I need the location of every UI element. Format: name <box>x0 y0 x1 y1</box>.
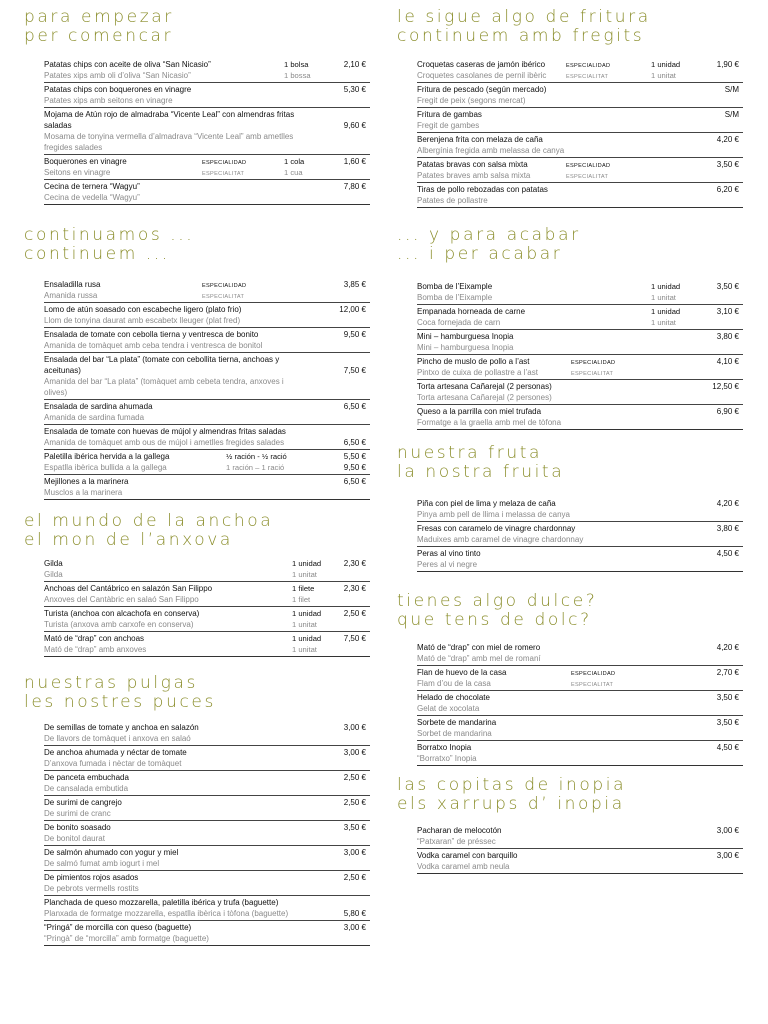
dish-name-ca: Espatlla ibèrica bullida a la gallega <box>44 463 167 472</box>
dish-name-es: Fresas con caramelo de vinagre chardonnay <box>417 524 576 533</box>
price: 7,50 € <box>343 366 366 375</box>
section-heading <box>397 592 597 630</box>
price: 1,90 € <box>716 60 739 69</box>
price: 4,20 € <box>716 499 739 508</box>
menu-item <box>417 497 743 522</box>
specialty-badge-es: ESPECIALIDAD <box>202 283 247 289</box>
specialty-badge-ca: ESPECIALITAT <box>571 371 614 377</box>
dish-name-es: Croquetas caseras de jamón ibérico <box>417 60 546 69</box>
section-title-ca: continuem amb fregits <box>397 26 645 46</box>
menu-item <box>44 921 370 946</box>
price: 6,50 € <box>343 402 366 411</box>
specialty-badge-es: ESPECIALIDAD <box>202 160 247 166</box>
price: 5,30 € <box>343 85 366 94</box>
specialty-badge-ca: ESPECIALITAT <box>202 171 245 177</box>
dish-name-es: Peras al vino tinto <box>417 549 481 558</box>
price: 3,80 € <box>716 524 739 533</box>
menu-item <box>417 849 743 874</box>
dish-name-es: Helado de chocolate <box>417 693 490 702</box>
menu-item <box>44 303 370 328</box>
menu-item <box>44 746 370 771</box>
menu-item <box>44 846 370 871</box>
section-title-ca: per comencar <box>24 26 174 46</box>
dish-name-es: Turista (anchoa con alcachofa en conserva) <box>44 609 200 618</box>
price-full-portion: 9,50 € <box>343 463 366 472</box>
dish-name-ca: Llom de tonyina daurat amb escabetx lleuger (plat fred) <box>44 316 241 325</box>
dish-name-ca: Coca fornejada de carn <box>417 318 501 327</box>
portion-es: ½ ración - ½ ració <box>226 452 287 461</box>
dish-name-ca: Bomba de l’Eixample <box>417 293 493 302</box>
dish-name-ca: Gelat de xocolata <box>417 704 480 713</box>
dish-name-ca: Amanida russa <box>44 291 98 300</box>
section-title-es: las copitas de inopia <box>397 775 627 795</box>
dish-name-es: Mejillones a la marinera <box>44 477 129 486</box>
price: 6,90 € <box>716 407 739 416</box>
menu-item <box>417 641 743 666</box>
portion-ca: 1 unitat <box>292 620 317 629</box>
menu-items <box>44 557 370 657</box>
price: 2,50 € <box>343 798 366 807</box>
price: 3,50 € <box>716 282 739 291</box>
price: 7,50 € <box>343 634 366 643</box>
portion-es: 1 bolsa <box>284 60 309 69</box>
dish-name-ca: Vodka caramel amb neula <box>417 862 510 871</box>
section-heading <box>397 8 651 46</box>
menu-item <box>44 632 370 657</box>
portion-ca: 1 unitat <box>651 318 676 327</box>
price: 3,50 € <box>716 160 739 169</box>
price: 6,50 € <box>343 477 366 486</box>
portion-ca: 1 unitat <box>651 293 676 302</box>
dish-name-es: Mató de “drap” con miel de romero <box>417 643 541 652</box>
section-title-ca: els xarrups d’ inopia <box>397 794 625 814</box>
menu-item <box>417 666 743 691</box>
menu-item <box>44 475 370 500</box>
price: 3,00 € <box>343 748 366 757</box>
portion-ca: 1 bossa <box>284 71 311 80</box>
menu-item <box>44 821 370 846</box>
dish-name-es: De surimi de cangrejo <box>44 798 122 807</box>
dish-name-ca: Gilda <box>44 570 63 579</box>
specialty-badge-es: ESPECIALIDAD <box>571 360 616 366</box>
dish-name-ca: “Borratxo” Inopia <box>417 754 477 763</box>
dish-name-es: Empanada horneada de carne <box>417 307 526 316</box>
menu-items <box>417 497 743 572</box>
section-heading <box>24 226 194 264</box>
price: 3,50 € <box>716 693 739 702</box>
dish-name-es: Fritura de pescado (según mercado) <box>417 85 547 94</box>
dish-name-ca: De surimi de cranc <box>44 809 111 818</box>
portion-ca: 1 filet <box>292 595 311 604</box>
section-title-ca: el mon de l’anxova <box>24 530 233 550</box>
portion-ca: 1 unitat <box>651 71 676 80</box>
price: 7,80 € <box>343 182 366 191</box>
dish-name-es: De panceta embuchada <box>44 773 129 782</box>
price: S/M <box>724 110 739 119</box>
price: 5,50 € <box>343 452 366 461</box>
price: 3,50 € <box>343 823 366 832</box>
dish-name-es: De semillas de tomate y anchoa en salazón <box>44 723 199 732</box>
portion-es: 1 unidad <box>651 282 681 291</box>
dish-name-ca: Formatge a la graella amb mel de tòfona <box>417 418 562 427</box>
price: 3,00 € <box>343 723 366 732</box>
menu-item <box>417 158 743 183</box>
menu-item <box>44 796 370 821</box>
dish-name-ca: Mató de “drap” amb mel de romaní <box>417 654 541 663</box>
dish-name-es: Ensalada de sardina ahumada <box>44 402 153 411</box>
menu-item <box>417 305 743 330</box>
portion-ca: 1 cua <box>284 168 303 177</box>
dish-name-ca: Mató de “drap” amb anxoves <box>44 645 147 654</box>
dish-name-es: Patatas bravas con salsa mixta <box>417 160 528 169</box>
section-title-es: le sigue algo de fritura <box>397 7 651 27</box>
menu-items <box>44 278 370 500</box>
dish-name-es: De pimientos rojos asados <box>44 873 139 882</box>
dish-name-es: Paletilla ibérica hervida a la gallega <box>44 452 170 461</box>
menu-item <box>44 771 370 796</box>
section-heading <box>24 512 273 550</box>
dish-name-es: Sorbete de mandarina <box>417 718 497 727</box>
dish-name-es: Planchada de queso mozzarella, paletilla ibérica y trufa (baguette) <box>44 898 279 907</box>
portion-es: 1 unidad <box>651 60 681 69</box>
menu-items <box>44 58 370 205</box>
price: 3,00 € <box>716 851 739 860</box>
price: 2,10 € <box>343 60 366 69</box>
dish-name-ca: De llavors de tomàquet i anxova en salaó <box>44 734 191 743</box>
dish-name-es: Ensaladilla rusa <box>44 280 101 289</box>
specialty-badge-ca: ESPECIALITAT <box>566 174 609 180</box>
menu-item <box>44 425 370 450</box>
price: 2,50 € <box>343 773 366 782</box>
dish-name-ca: Peres al vi negre <box>417 560 478 569</box>
menu-item <box>417 380 743 405</box>
menu-item <box>44 278 370 303</box>
price: 4,50 € <box>716 549 739 558</box>
section-title-es: ... y para acabar <box>397 225 581 245</box>
menu-item <box>44 557 370 582</box>
menu-item <box>417 108 743 133</box>
section-title-es: el mundo de la anchoa <box>24 511 274 531</box>
menu-item <box>417 405 743 430</box>
dish-name-ca: Anxoves del Cantàbric en salaó San Filippo <box>44 595 199 604</box>
dish-name-ca: D’anxova fumada i nèctar de tomàquet <box>44 759 182 768</box>
dish-name-es: Patatas chips con boquerones en vinagre <box>44 85 192 94</box>
menu-item <box>417 183 743 208</box>
section-title-es: nuestras pulgas <box>24 673 198 693</box>
section-title-ca: les nostres puces <box>24 692 216 712</box>
menu-item <box>417 741 743 766</box>
specialty-badge-es: ESPECIALIDAD <box>566 63 611 69</box>
menu-items <box>417 641 743 766</box>
price: 2,70 € <box>716 668 739 677</box>
menu-item <box>44 328 370 353</box>
dish-name-es: Torta artesana Cañarejal (2 personas) <box>417 382 552 391</box>
portion-es: 1 unidad <box>292 634 322 643</box>
menu-items <box>417 58 743 208</box>
menu-item <box>44 582 370 607</box>
price: 3,00 € <box>343 848 366 857</box>
dish-name-ca: Maduixes amb caramel de vinagre chardonnay <box>417 535 584 544</box>
price: 4,10 € <box>716 357 739 366</box>
menu-item <box>44 450 370 475</box>
menu-item <box>44 607 370 632</box>
menu-item <box>417 133 743 158</box>
price: 3,85 € <box>343 280 366 289</box>
dish-name-ca: Cecina de vedella “Wagyu” <box>44 193 140 202</box>
menu-item <box>417 824 743 849</box>
dish-name-ca: Amanida del bar “La plata” (tomàquet amb cebeta tendra, anxoves i olives) <box>44 377 284 397</box>
dish-name-es: Borratxo Inopia <box>417 743 472 752</box>
menu-item <box>44 896 370 921</box>
price: 3,50 € <box>716 718 739 727</box>
dish-name-ca: Amanida de sardina fumada <box>44 413 145 422</box>
specialty-badge-es: ESPECIALIDAD <box>571 671 616 677</box>
dish-name-es: Queso a la parrilla con miel trufada <box>417 407 542 416</box>
dish-name-ca: Pintxo de cuixa de pollastre a l’ast <box>417 368 538 377</box>
menu-item <box>44 721 370 746</box>
price: 1,60 € <box>343 157 366 166</box>
section-title-es: nuestra fruta <box>397 443 542 463</box>
portion-es: 1 unidad <box>651 307 681 316</box>
dish-name-ca: Fregit de peix (segons mercat) <box>417 96 526 105</box>
portion-es: 1 unidad <box>292 559 322 568</box>
price: 3,00 € <box>343 923 366 932</box>
dish-name-ca: Fregit de gambes <box>417 121 480 130</box>
menu-item <box>44 58 370 83</box>
menu-item <box>417 522 743 547</box>
dish-name-es: Gilda <box>44 559 63 568</box>
specialty-badge-ca: ESPECIALITAT <box>202 294 245 300</box>
menu-item <box>417 58 743 83</box>
dish-name-ca: Patates de pollastre <box>417 196 488 205</box>
price: 6,20 € <box>716 185 739 194</box>
menu-item <box>44 155 370 180</box>
dish-name-es: De salmón ahumado con yogur y miel <box>44 848 179 857</box>
section-heading <box>397 226 581 264</box>
menu-item <box>44 108 370 155</box>
dish-name-es: Tiras de pollo rebozadas con patatas <box>417 185 548 194</box>
menu-item <box>44 871 370 896</box>
dish-name-ca: Croquetes casolanes de pernil ibèric <box>417 71 547 80</box>
section-title-ca: la nostra fruita <box>397 462 565 482</box>
portion-es: 1 cola <box>284 157 305 166</box>
portion-es: 1 filete <box>292 584 315 593</box>
section-heading <box>397 444 564 482</box>
dish-name-ca: Albergínia fregida amb melassa de canya <box>417 146 565 155</box>
menu-item <box>44 180 370 205</box>
dish-name-es: Anchoas del Cantábrico en salazón San Filippo <box>44 584 213 593</box>
dish-name-ca: Patates xips amb seitons en vinagre <box>44 96 173 105</box>
dish-name-ca: Planxada de formatge mozzarella, espatlla ibèrica i tòfona (baguette) <box>44 909 289 918</box>
dish-name-ca: De cansalada embutida <box>44 784 129 793</box>
dish-name-es: Fritura de gambas <box>417 110 482 119</box>
price: 12,00 € <box>339 305 366 314</box>
price: 2,30 € <box>343 584 366 593</box>
menu-item <box>44 83 370 108</box>
dish-name-ca: Turista (anxova amb carxofe en conserva) <box>44 620 194 629</box>
section-title-es: continuamos ... <box>24 225 195 245</box>
price: 2,30 € <box>343 559 366 568</box>
dish-name-ca: Torta artesana Cañarejal (2 persones) <box>417 393 552 402</box>
price: 6,50 € <box>343 438 366 447</box>
portion-es: 1 unidad <box>292 609 322 618</box>
dish-name-es: Pacharan de melocotón <box>417 826 502 835</box>
specialty-badge-ca: ESPECIALITAT <box>571 682 614 688</box>
section-title-ca: continuem ... <box>24 244 170 264</box>
price: 3,10 € <box>716 307 739 316</box>
dish-name-es: Flan de huevo de la casa <box>417 668 507 677</box>
section-title-es: tienes algo dulce? <box>397 591 598 611</box>
dish-name-ca: Seitons en vinagre <box>44 168 111 177</box>
dish-name-ca: Amanida de tomàquet amb ceba tendra i ventresca de bonitol <box>44 341 263 350</box>
dish-name-es: Mató de “drap” con anchoas <box>44 634 145 643</box>
dish-name-es: Cecina de ternera “Wagyu” <box>44 182 140 191</box>
section-title-ca: ... i per acabar <box>397 244 563 264</box>
dish-name-es: Piña con piel de lima y melaza de caña <box>417 499 556 508</box>
dish-name-ca: “Pringà” de “morcilla” amb formatge (baguette) <box>44 934 209 943</box>
menu-item <box>44 400 370 425</box>
menu-item <box>417 691 743 716</box>
menu-item <box>417 355 743 380</box>
dish-name-ca: Patates braves amb salsa mixta <box>417 171 531 180</box>
section-title-ca: que tens de dolc? <box>397 610 592 630</box>
price: 4,20 € <box>716 643 739 652</box>
dish-name-ca: Musclos a la marinera <box>44 488 123 497</box>
menu-items <box>44 721 370 946</box>
section-heading <box>24 674 216 712</box>
menu-item <box>417 547 743 572</box>
dish-name-es: Bomba de l’Eixample <box>417 282 493 291</box>
dish-name-es: De bonito soasado <box>44 823 111 832</box>
dish-name-es: Patatas chips con aceite de oliva “San Nicasio” <box>44 60 211 69</box>
section-heading <box>24 8 174 46</box>
price: 4,20 € <box>716 135 739 144</box>
dish-name-ca: “Patxaran” de préssec <box>417 837 496 846</box>
price: 3,80 € <box>716 332 739 341</box>
dish-name-es: Pincho de muslo de pollo a l’ast <box>417 357 530 366</box>
menu-item <box>417 280 743 305</box>
portion-ca: 1 unitat <box>292 570 317 579</box>
dish-name-es: “Pringá” de morcilla con queso (baguette) <box>44 923 192 932</box>
dish-name-es: Lomo de atún soasado con escabeche ligero (plato frio) <box>44 305 242 314</box>
dish-name-es: Boquerones en vinagre <box>44 157 127 166</box>
menu-item <box>417 330 743 355</box>
menu-item <box>44 353 370 400</box>
dish-name-es: Ensalada de tomate con cebolla tierna y ventresca de bonito <box>44 330 259 339</box>
dish-name-es: Ensalada del bar “La plata” (tomate con cebollita tierna, anchoas y aceitunas) <box>44 355 280 375</box>
dish-name-ca: De bonitol daurat <box>44 834 105 843</box>
section-heading <box>397 776 626 814</box>
menu-item <box>417 83 743 108</box>
dish-name-ca: Pinya amb pell de llima i melassa de canya <box>417 510 570 519</box>
dish-name-es: Ensalada de tomate con huevas de mújol y almendras fritas saladas <box>44 427 286 436</box>
dish-name-ca: Amanida de tomàquet amb ous de mújol i ametlles fregides salades <box>44 438 285 447</box>
dish-name-es: Berenjena frita con melaza de caña <box>417 135 543 144</box>
price: 9,50 € <box>343 330 366 339</box>
dish-name-es: De anchoa ahumada y néctar de tomate <box>44 748 187 757</box>
dish-name-ca: Flam d’ou de la casa <box>417 679 491 688</box>
dish-name-ca: De salmó fumat amb iogurt i mel <box>44 859 160 868</box>
menu-items <box>417 824 743 874</box>
dish-name-ca: Sorbet de mandarina <box>417 729 492 738</box>
price: 2,50 € <box>343 873 366 882</box>
price: 5,80 € <box>343 909 366 918</box>
portion-ca: 1 ración – 1 ració <box>226 463 285 472</box>
section-title-es: para empezar <box>24 7 174 27</box>
specialty-badge-es: ESPECIALIDAD <box>566 163 611 169</box>
dish-name-es: Mojama de Atún rojo de almadraba “Vicente Leal” con almendras fritas saladas <box>44 110 295 130</box>
price: 4,50 € <box>716 743 739 752</box>
portion-ca: 1 unitat <box>292 645 317 654</box>
price: 9,60 € <box>343 121 366 130</box>
dish-name-ca: Mosama de tonyina vermella d’almadrava “Vicente Leal” amb ametlles fregides salades <box>44 132 294 152</box>
price: 3,00 € <box>716 826 739 835</box>
price: 12,50 € <box>712 382 739 391</box>
dish-name-es: Vodka caramel con barquillo <box>417 851 518 860</box>
dish-name-ca: Patates xips amb oli d’oliva “San Nicasio” <box>44 71 191 80</box>
dish-name-ca: De pebrots vermells rostits <box>44 884 139 893</box>
dish-name-es: Mini – hamburguesa Inopia <box>417 332 514 341</box>
price: S/M <box>724 85 739 94</box>
price: 2,50 € <box>343 609 366 618</box>
menu-item <box>417 716 743 741</box>
menu-items <box>417 280 743 430</box>
specialty-badge-ca: ESPECIALITAT <box>566 74 609 80</box>
dish-name-ca: Mini – hamburguesa Inopia <box>417 343 514 352</box>
